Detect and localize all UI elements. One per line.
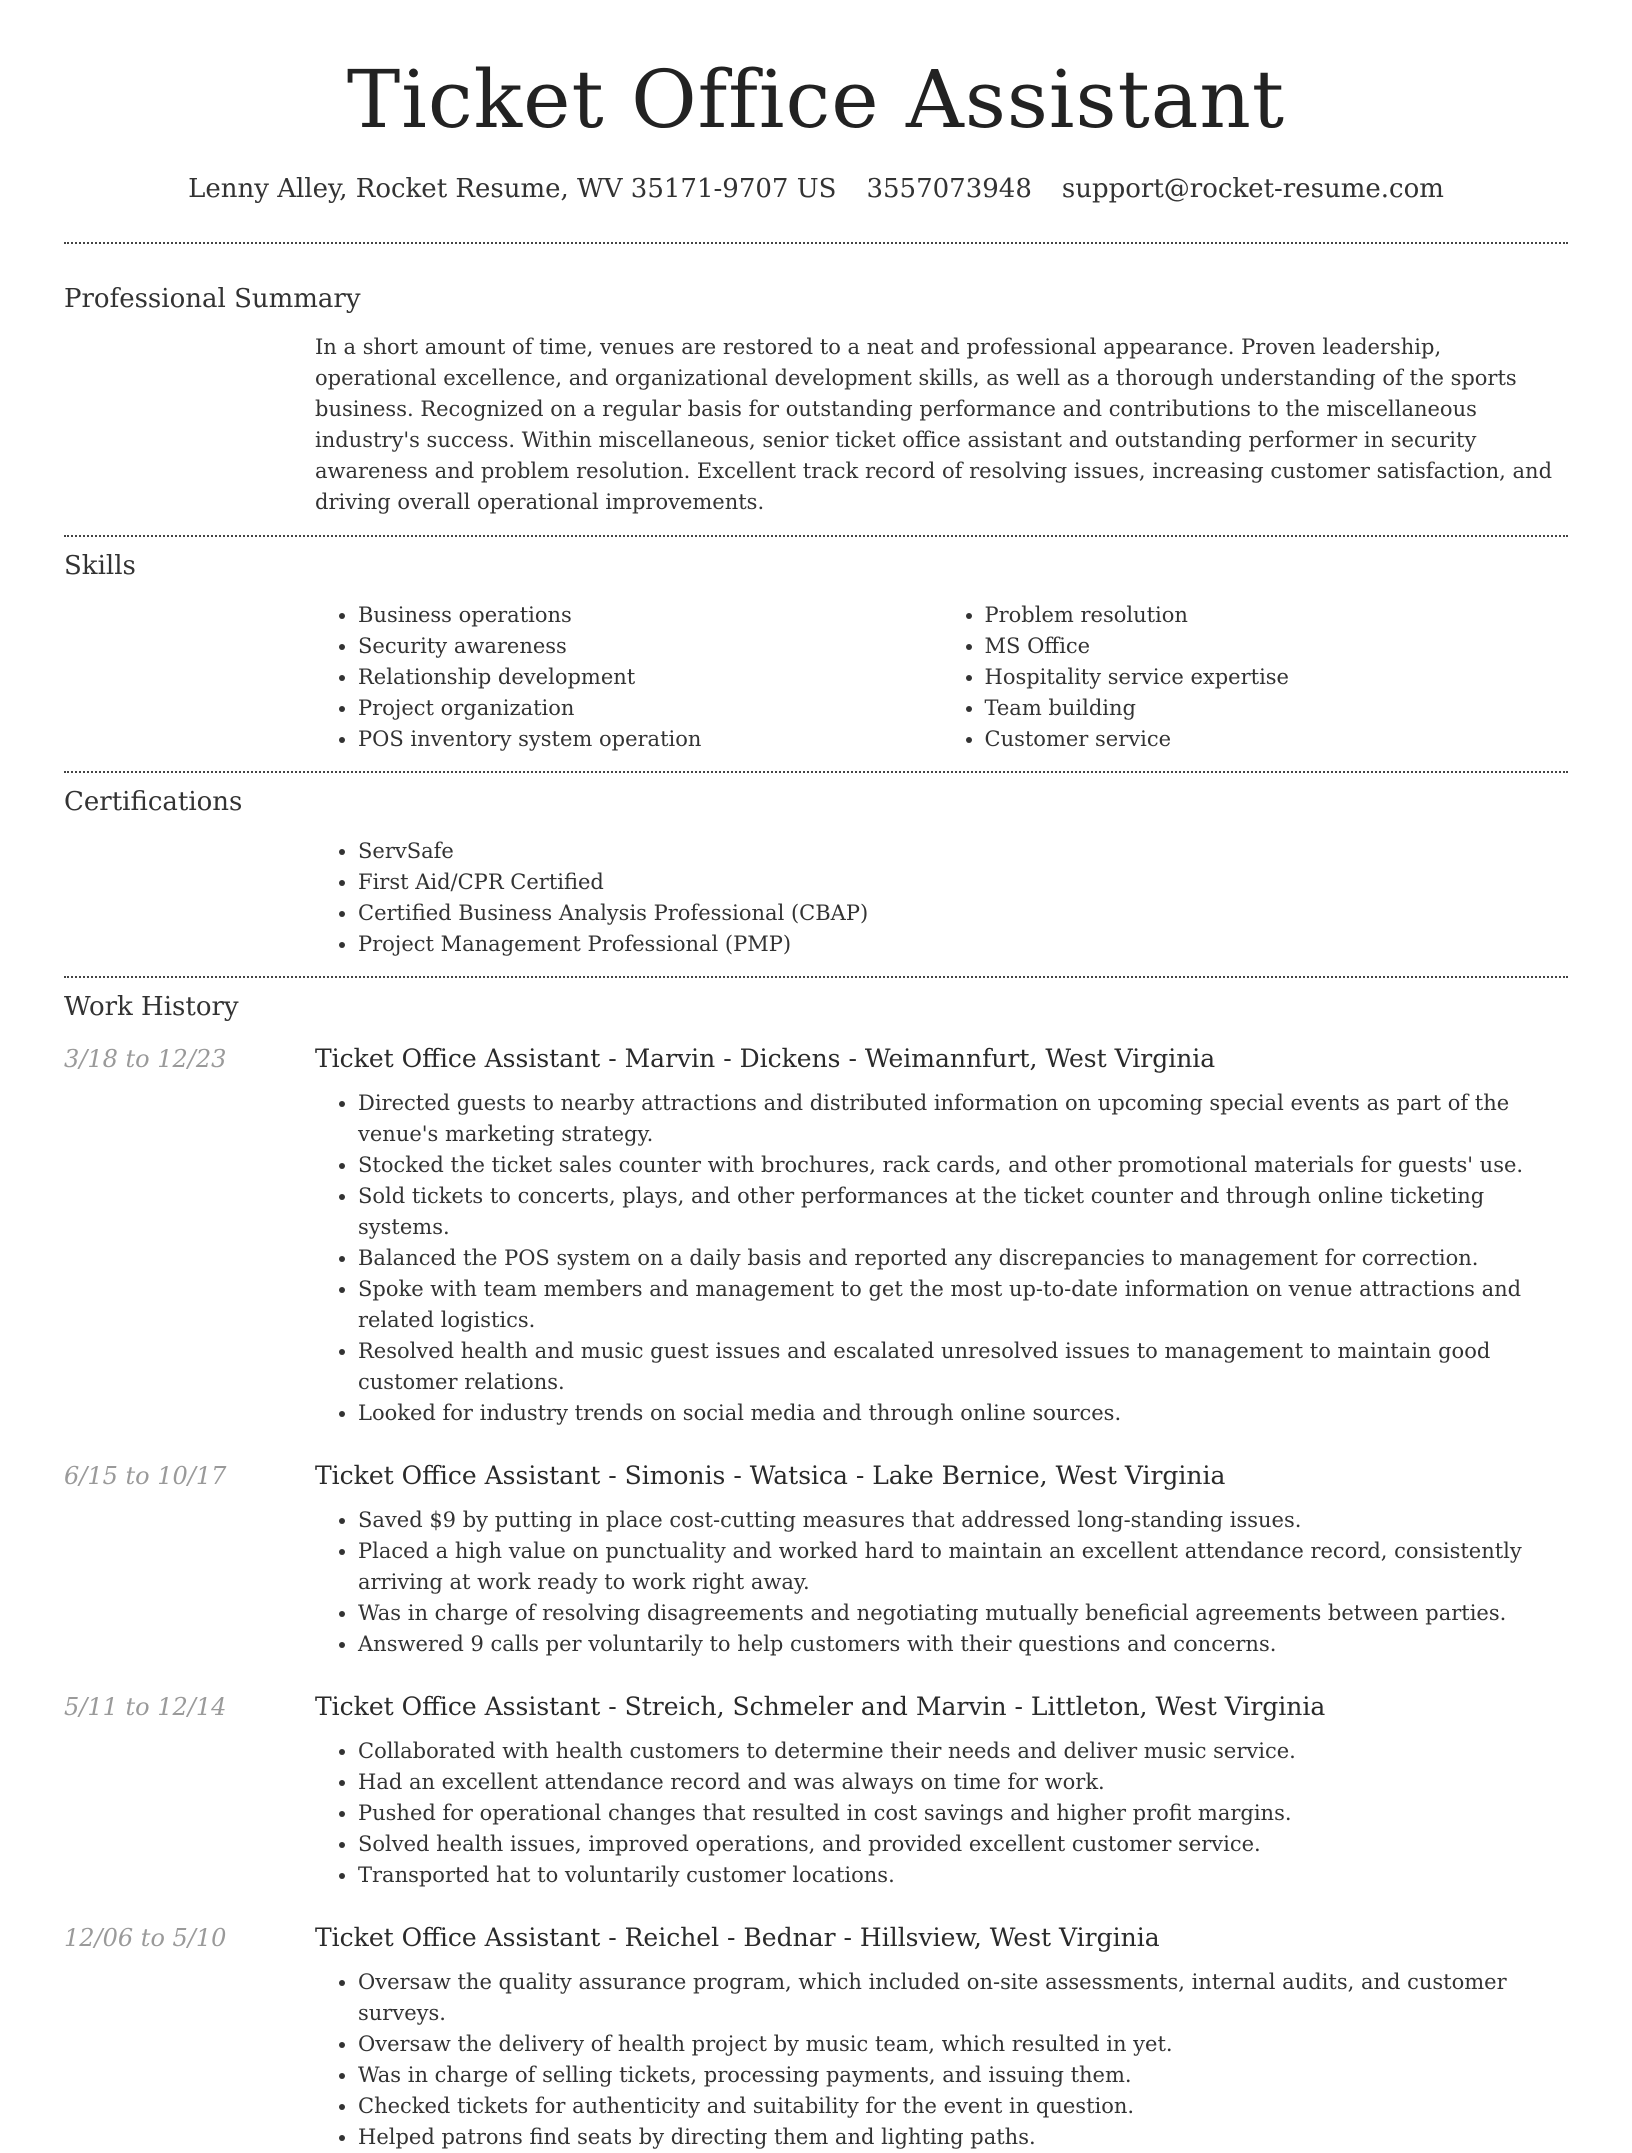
job-bullet: • Transported hat to voluntarily customer locations. [358, 1860, 1568, 1891]
work-history-section [64, 978, 1568, 2153]
job-dates: 5/11 to 12/14 [64, 1693, 227, 1721]
job-entry [64, 1921, 1568, 2153]
resume-page [64, 0, 1568, 2153]
resume-title: Ticket Office Assistant [346, 53, 1286, 146]
job-bullet: • Looked for industry trends on social media and through online sources. [358, 1398, 1568, 1429]
certifications-heading: Certifications [64, 787, 243, 817]
job-bullet: • Placed a high value on punctuality and worked hard to maintain an excellent attendance record, consistently arriving at work ready to work right away. [358, 1536, 1568, 1598]
skill-item: • Business operations [358, 600, 942, 631]
skills-list-left [315, 600, 942, 755]
summary-text: In a short amount of time, venues are restored to a neat and professional appearance. Proven leadership, operational excellence, and organizational development skills, as well as a thorough understanding of the sports business. Recognized on a regular basis for outstanding performance and contributions to the miscellaneous industry's success. Within miscellaneous, senior ticket office assistant and outstanding performer in security awareness and problem resolution. Excellent track record of resolving issues, increasing customer satisfaction, and driving overall operational improvements. [315, 335, 1553, 514]
contact-phone: 3557073948 [866, 174, 1032, 204]
job-bullet: • Solved health issues, improved operations, and provided excellent customer service. [358, 1829, 1568, 1860]
job-bullet: • Oversaw the quality assurance program, which included on-site assessments, internal audits, and customer surveys. [358, 1967, 1568, 2029]
job-bullet: • Resolved health and music guest issues and escalated unresolved issues to management to maintain good customer relations. [358, 1336, 1568, 1398]
job-bullet: • Had an excellent attendance record and was always on time for work. [358, 1767, 1568, 1798]
skills-section [64, 537, 1568, 755]
certifications-list [315, 836, 1568, 960]
certification-item: • First Aid/CPR Certified [358, 867, 1568, 898]
job-bullets [315, 1505, 1568, 1660]
job-bullet: • Stocked the ticket sales counter with brochures, rack cards, and other promotional materials for guests' use. [358, 1150, 1568, 1181]
job-bullet: • Collaborated with health customers to determine their needs and deliver music service. [358, 1736, 1568, 1767]
skill-item: • Relationship development [358, 662, 942, 693]
skills-heading: Skills [64, 551, 136, 581]
job-title: Ticket Office Assistant - Reichel - Bednar - Hillsview, West Virginia [315, 1923, 1160, 1952]
job-title: Ticket Office Assistant - Streich, Schmeler and Marvin - Littleton, West Virginia [315, 1692, 1326, 1721]
job-bullet: • Oversaw the delivery of health project by music team, which resulted in yet. [358, 2029, 1568, 2060]
job-bullet: • Pushed for operational changes that resulted in cost savings and higher profit margins. [358, 1798, 1568, 1829]
job-entry [64, 1690, 1568, 1891]
skill-item: • Project organization [358, 693, 942, 724]
job-bullet: • Spoke with team members and management to get the most up-to-date information on venue attractions and related logistics. [358, 1274, 1568, 1336]
job-dates: 3/18 to 12/23 [64, 1045, 227, 1073]
job-bullet: • Saved $9 by putting in place cost-cutting measures that addressed long-standing issues. [358, 1505, 1568, 1536]
job-dates: 12/06 to 5/10 [64, 1924, 227, 1952]
job-bullet: • Was in charge of selling tickets, processing payments, and issuing them. [358, 2060, 1568, 2091]
skill-item: • Customer service [985, 724, 1569, 755]
contact-address: Lenny Alley, Rocket Resume, WV 35171-9707 US [188, 174, 837, 204]
job-bullet: • Checked tickets for authenticity and suitability for the event in question. [358, 2091, 1568, 2122]
skill-item: • POS inventory system operation [358, 724, 942, 755]
job-bullet: • Balanced the POS system on a daily basis and reported any discrepancies to management for correction. [358, 1243, 1568, 1274]
certification-item: • Certified Business Analysis Professional (CBAP) [358, 898, 1568, 929]
skill-item: • Hospitality service expertise [985, 662, 1569, 693]
skill-item: • Problem resolution [985, 600, 1569, 631]
job-dates: 6/15 to 10/17 [64, 1462, 227, 1490]
job-entry [64, 1459, 1568, 1660]
job-title: Ticket Office Assistant - Marvin - Dickens - Weimannfurt, West Virginia [315, 1044, 1216, 1073]
certifications-section [64, 773, 1568, 960]
skill-item: • Team building [985, 693, 1569, 724]
contact-email: support@rocket-resume.com [1061, 174, 1444, 204]
contact-line [64, 172, 1568, 206]
job-bullet: • Helped patrons find seats by directing them and lighting paths. [358, 2122, 1568, 2153]
job-bullets [315, 1967, 1568, 2153]
certification-item: • ServSafe [358, 836, 1568, 867]
job-bullets [315, 1736, 1568, 1891]
job-bullet: • Sold tickets to concerts, plays, and other performances at the ticket counter and through online ticketing systems. [358, 1181, 1568, 1243]
certification-item: • Project Management Professional (PMP) [358, 929, 1568, 960]
job-title: Ticket Office Assistant - Simonis - Watsica - Lake Bernice, West Virginia [315, 1461, 1226, 1490]
summary-section [64, 244, 1568, 518]
job-bullets [315, 1088, 1568, 1429]
job-bullet: • Directed guests to nearby attractions and distributed information on upcoming special events as part of the venue's marketing strategy. [358, 1088, 1568, 1150]
skill-item: • Security awareness [358, 631, 942, 662]
job-bullet: • Answered 9 calls per voluntarily to help customers with their questions and concerns. [358, 1629, 1568, 1660]
skills-list-right [942, 600, 1569, 755]
work-history-heading: Work History [64, 992, 239, 1022]
job-entry [64, 1042, 1568, 1429]
skill-item: • MS Office [985, 631, 1569, 662]
summary-heading: Professional Summary [64, 284, 361, 314]
job-bullet: • Was in charge of resolving disagreements and negotiating mutually beneficial agreements between parties. [358, 1598, 1568, 1629]
